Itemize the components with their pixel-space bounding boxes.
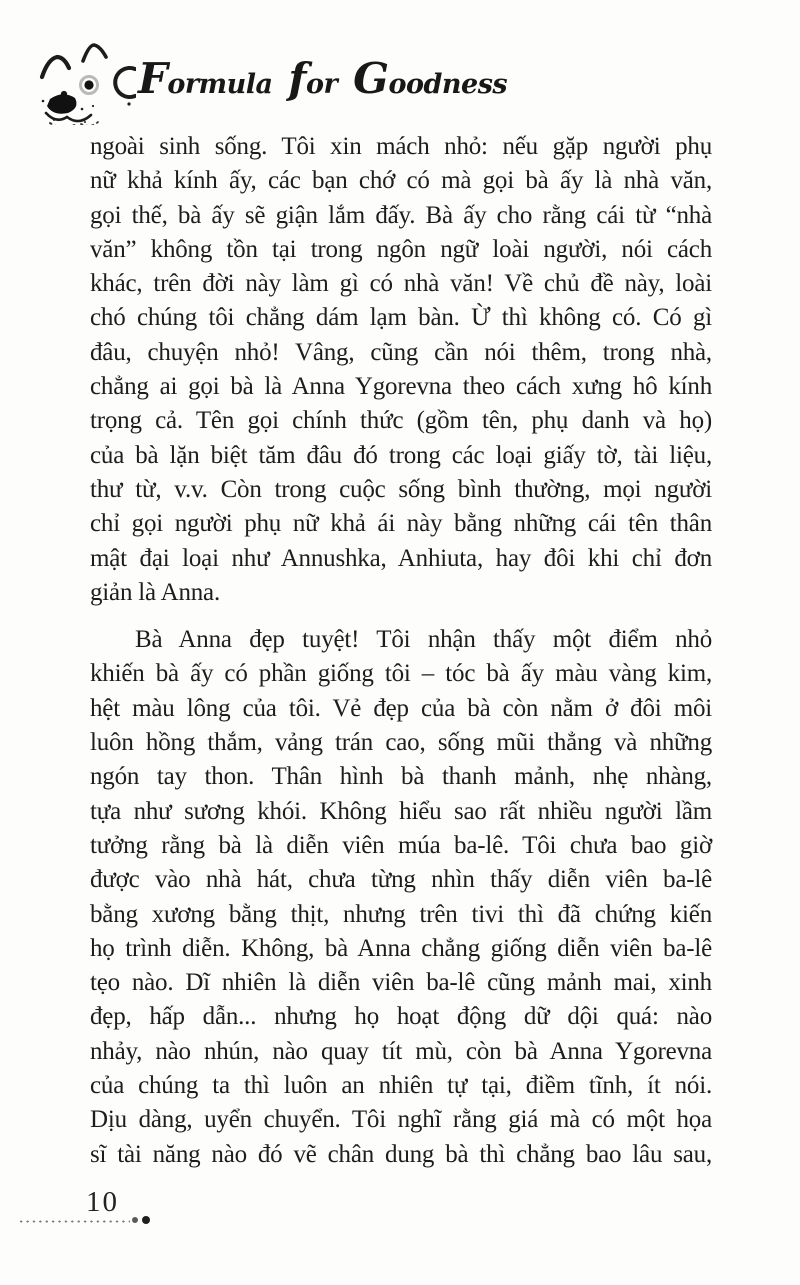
small-dots	[18, 1218, 130, 1223]
dotted-line-decoration	[18, 1216, 150, 1224]
page-number: 10	[86, 1186, 119, 1218]
text-line: chẳng ai gọi bà là Anna Ygorevna theo cách xưng hô kính	[90, 373, 712, 401]
logo-word-for: for	[288, 54, 338, 103]
text-line: họ trình diễn. Không, bà Anna chẳng giống diễn viên ba-lê	[90, 934, 712, 962]
paragraph	[90, 623, 712, 1172]
text-line: tựa như sương khói. Không hiểu sao rất nhiều người lầm	[90, 797, 712, 825]
text-line: bằng xương bằng thịt, nhưng trên tivi thì đã chứng kiến	[90, 900, 712, 928]
text-line: khiến bà ấy có phần giống tôi – tóc bà ấy màu vàng kim,	[90, 660, 712, 688]
text-line: chó chúng tôi chẳng dám lạm bàn. Ừ thì không có. Có gì	[90, 304, 712, 332]
text-line: sĩ tài năng nào đó vẽ chân dung bà thì chẳng bao lâu sau,	[90, 1140, 712, 1168]
text-line: gọi thế, bà ấy sẽ giận lắm đấy. Bà ấy cho rằng cái từ “nhà	[90, 201, 712, 229]
text-line: được vào nhà hát, chưa từng nhìn thấy diễn viên ba-lê	[90, 866, 712, 894]
medium-dot	[132, 1217, 138, 1223]
text-line: chỉ gọi người phụ nữ khả ái này bằng những cái tên thân	[90, 510, 712, 538]
text-line: đẹp, hấp dẫn... nhưng họ hoạt động dữ dội quá: nào	[90, 1003, 712, 1031]
logo-word-formula: Formula	[138, 54, 273, 103]
text-line: văn” không tồn tại trong ngôn ngữ loài người, nói cách	[90, 235, 712, 263]
text-line: mật đại loại như Annushka, Anhiuta, hay đôi khi chỉ đơn	[90, 544, 712, 572]
text-line: ngoài sinh sống. Tôi xin mách nhỏ: nếu gặp người phụ	[90, 133, 712, 160]
text-line: trọng cả. Tên gọi chính thức (gồm tên, phụ danh và họ)	[90, 407, 712, 435]
text-line: giản là Anna.	[90, 578, 221, 606]
text-line: đâu, chuyện nhỏ! Vâng, cũng cần nói thêm, trong nhà,	[90, 338, 712, 366]
text-line: hệt màu lông của tôi. Vẻ đẹp của bà còn nằm ở đôi môi	[90, 694, 712, 722]
paragraph	[90, 130, 712, 610]
text-line: Bà Anna đẹp tuyệt! Tôi nhận thấy một điểm nhỏ	[135, 626, 712, 654]
text-line: thư từ, v.v. Còn trong cuộc sống bình thường, mọi người	[90, 475, 712, 503]
logo-word-goodness: Goodness	[353, 54, 508, 103]
text-line: khác, trên đời này làm gì có nhà văn! Về chủ đề này, loài	[90, 270, 712, 298]
text-line: tẹo nào. Dĩ nhiên là diễn viên ba-lê cũng mảnh mai, xinh	[90, 969, 712, 997]
large-dot	[142, 1216, 150, 1224]
text-line: tưởng rằng bà là diễn viên múa ba-lê. Tôi chưa bao giờ	[90, 831, 712, 859]
page-header	[36, 40, 514, 125]
text-line: Dịu dàng, uyển chuyển. Tôi nghĩ rằng giá mà có một họa	[90, 1106, 712, 1134]
text-line: của chúng ta thì luôn an nhiên tự tại, điềm tĩnh, ít nói.	[90, 1072, 712, 1100]
text-line: ngón tay thon. Thân hình bà thanh mảnh, nhẹ nhàng,	[90, 763, 712, 791]
dog-face-icon	[36, 40, 136, 125]
logo-title	[138, 54, 514, 103]
text-line: của bà lặn biệt tăm đâu đó trong các loại giấy tờ, tài liệu,	[90, 441, 712, 469]
text-line: luôn hồng thắm, vảng trán cao, sống mũi thẳng và những	[90, 729, 712, 757]
text-block	[90, 130, 712, 1172]
text-line: nhảy, nào nhún, nào quay tít mù, còn bà Anna Ygorevna	[90, 1037, 712, 1065]
text-line: nữ khả kính ấy, các bạn chớ có mà gọi bà ấy là nhà văn,	[90, 167, 712, 195]
